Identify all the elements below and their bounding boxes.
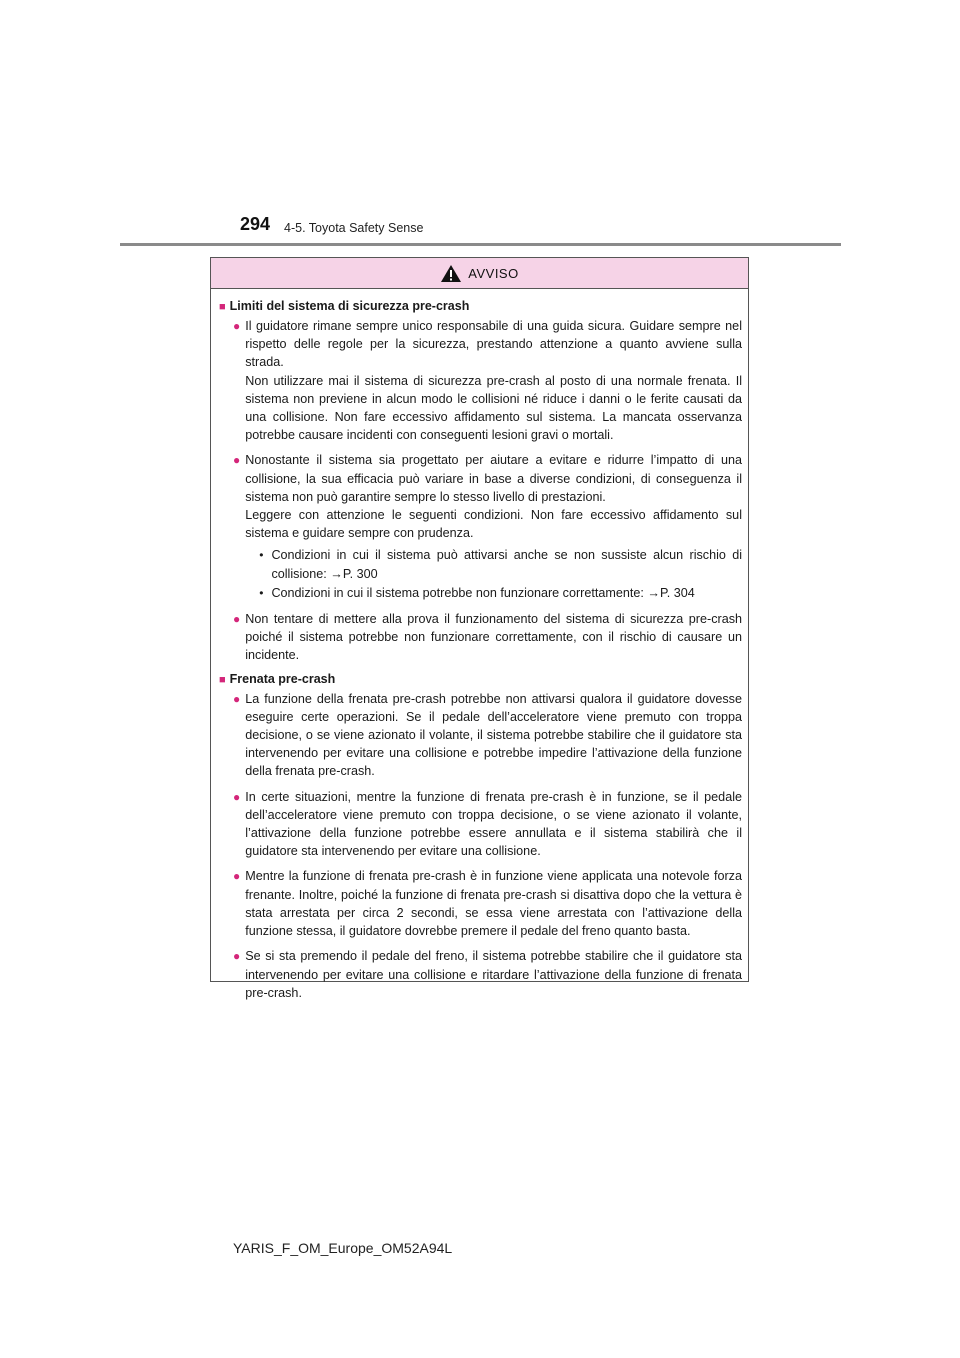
list-item-text xyxy=(245,947,742,1002)
section-title: 4-5. Toyota Safety Sense xyxy=(284,221,424,235)
section-heading xyxy=(219,299,742,313)
warning-header xyxy=(211,258,748,289)
section-heading-text: Limiti del sistema di sicurezza pre-crash xyxy=(229,299,470,313)
small-bullet-icon: • xyxy=(259,585,264,600)
sub-list-item xyxy=(259,584,742,602)
list-item xyxy=(233,690,742,781)
list-item-text xyxy=(245,867,742,940)
list-item-text xyxy=(245,451,742,603)
section-heading-text: Frenata pre-crash xyxy=(229,671,336,686)
warning-section xyxy=(219,672,742,1002)
list-item xyxy=(233,451,742,603)
paragraph: Leggere con attenzione le seguenti condizioni. Non fare eccessivo affidamento sul sistema e guidare sempre con prudenza. xyxy=(245,508,742,541)
circle-bullet-icon: ● xyxy=(233,691,241,706)
sub-list-item-text: Condizioni in cui il sistema può attivarsi anche se non sussiste alcun rischio di collisione: →P. 300 xyxy=(271,548,742,581)
list-item-text xyxy=(245,788,742,861)
header-rule xyxy=(120,243,841,246)
square-bullet-icon: ■ xyxy=(219,673,226,686)
paragraph: Nonostante il sistema sia progettato per aiutare a evitare e ridurre l’impatto di una collisione, la sua efficacia può variare in base a diverse condizioni, di conseguenza il sistema non può garantire sempre lo stesso livello di prestazioni. xyxy=(245,453,742,504)
paragraph: La funzione della frenata pre-crash potrebbe non attivarsi qualora il guidatore dovesse eseguire certe operazioni. Se il pedale dell’acceleratore viene premuto con troppa decisione, o se viene azionato il volante, il sistema potrebbe stabilire che il guidatore sta intervenendo per evitare una collisione e potrebbe impedire l’attivazione della funzione della frenata pre-crash. xyxy=(245,691,742,779)
square-bullet-icon: ■ xyxy=(219,301,226,313)
circle-bullet-icon: ● xyxy=(233,869,241,884)
paragraph: Non tentare di mettere alla prova il funzionamento del sistema di sicurezza pre-crash poiché il sistema potrebbe non funzionare correttamente, con il rischio di causare un incidente. xyxy=(245,612,742,663)
warning-triangle-icon xyxy=(440,264,462,283)
small-bullet-icon: • xyxy=(259,548,264,563)
paragraph: Mentre la funzione di frenata pre-crash è in funzione viene applicata una notevole forza frenante. Inoltre, poiché la funzione di frenata pre-crash si disattiva dopo che la vettura è stata arrestata per circa 2 secondi, se essa viene arrestata con l’attivazione della funzione stessa, il guidatore dovrebbe premere il pedale del freno quanto basta. xyxy=(245,869,742,939)
circle-bullet-icon: ● xyxy=(233,453,241,468)
paragraph: Non utilizzare mai il sistema di sicurezza pre-crash al posto di una normale frenata. Il sistema non previene in alcun modo le collisioni né riduce i danni o le ferite causati da una collisione. Non fare eccessivo affidamento sul sistema. La mancata osservanza potrebbe causare incidenti con conseguenti lesioni gravi o mortali. xyxy=(245,373,742,443)
list-item xyxy=(233,947,742,1002)
warning-title: AVVISO xyxy=(468,265,519,281)
sub-list-item xyxy=(259,546,742,582)
paragraph: Se si sta premendo il pedale del freno, il sistema potrebbe stabilire che il guidatore sta intervenendo per evitare una collisione e ritardare l’attivazione della funzione di frenata pre-crash. xyxy=(245,949,742,1000)
list-item xyxy=(233,317,742,444)
paragraph: Il guidatore rimane sempre unico responsabile di una guida sicura. Guidare sempre nel rispetto delle regole per la sicurezza, prestando attenzione a quanto avviene sulla strada. xyxy=(245,319,742,370)
sub-list-item-text: Condizioni in cui il sistema potrebbe non funzionare correttamente: →P. 304 xyxy=(271,585,695,600)
warning-box xyxy=(210,257,749,1000)
list-item xyxy=(233,788,742,861)
circle-bullet-icon: ● xyxy=(233,789,241,804)
sub-list xyxy=(245,546,742,602)
list-item-text xyxy=(245,317,742,444)
footer-code: YARIS_F_OM_Europe_OM52A94L xyxy=(233,1240,453,1256)
circle-bullet-icon: ● xyxy=(233,612,241,627)
warning-section xyxy=(219,299,742,665)
list-item xyxy=(233,867,742,940)
list-item-text xyxy=(245,610,742,665)
section-heading xyxy=(219,672,742,686)
page-number: 294 xyxy=(240,214,271,234)
circle-bullet-icon: ● xyxy=(233,319,241,333)
warning-body xyxy=(211,289,748,1002)
circle-bullet-icon: ● xyxy=(233,949,241,964)
list-item-text xyxy=(245,690,742,781)
list-item xyxy=(233,610,742,665)
paragraph: In certe situazioni, mentre la funzione di frenata pre-crash è in funzione, se il pedale dell’acceleratore viene premuto con troppa decisione, o se viene azionato il volante, l’attivazione della funzione potrebbe essere annullata e il sistema stabilirà che il guidatore sta intervenendo per evitare una collisione. xyxy=(245,789,742,859)
